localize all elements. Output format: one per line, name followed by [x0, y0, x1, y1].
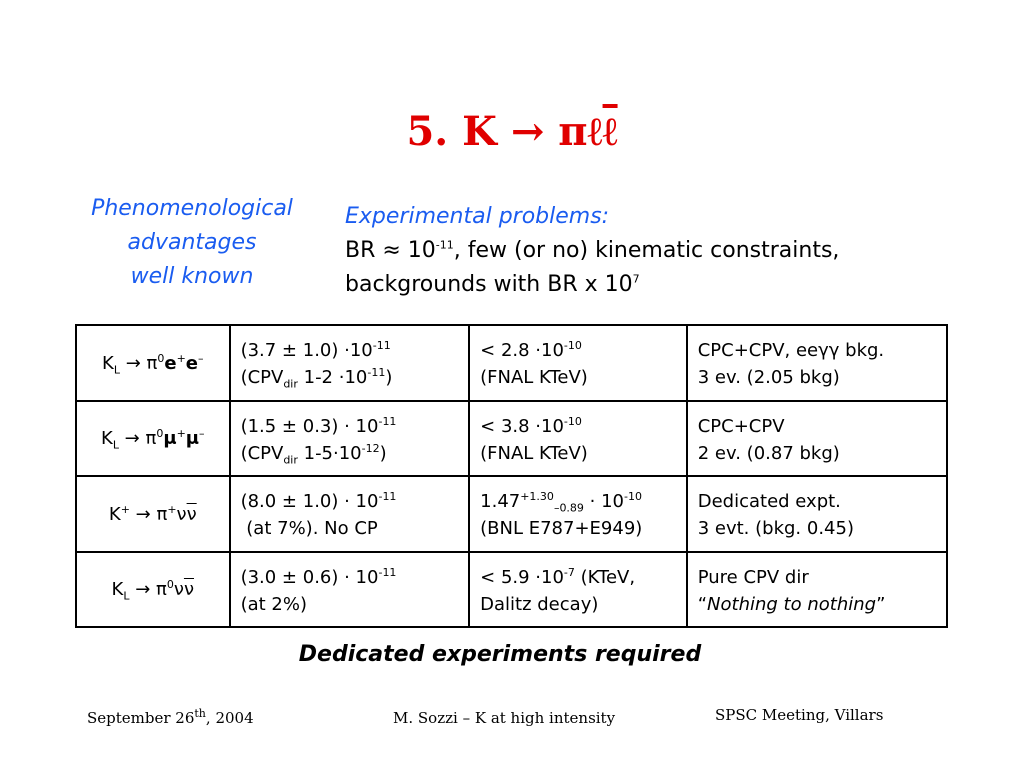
- notes-cell: [687, 401, 947, 476]
- theory-line: (at 7%). No CP: [240, 518, 378, 539]
- process-lepton: μ: [185, 428, 200, 449]
- exp-backgrounds-text: backgrounds with BR x 10: [345, 272, 633, 297]
- notes-line: 3 evt. (bkg. 0.45): [697, 518, 854, 539]
- limit-text: < 2.8 ·10: [480, 340, 564, 361]
- limit-text: < 3.8 ·10: [480, 416, 564, 437]
- notes-line: 3 ev. (2.05 bkg): [697, 367, 840, 388]
- process-sup: 0: [157, 351, 165, 365]
- exp-backgrounds-exponent: 7: [632, 272, 640, 286]
- theory-exp: -11: [372, 339, 391, 352]
- theory-cell: [230, 552, 470, 627]
- experimental-line-2: [345, 268, 839, 302]
- theory-exp: -11: [378, 490, 397, 503]
- process-cell: [76, 401, 230, 476]
- notes-line: [698, 591, 936, 618]
- process-sup: –: [199, 427, 205, 440]
- process-sup: 0: [156, 427, 164, 440]
- process-cell: [76, 552, 230, 627]
- process-antineutrino: $\overline{\nu}$: [186, 503, 197, 525]
- process-sup: 0: [166, 578, 174, 591]
- limit-cell: [469, 401, 687, 476]
- phenomenological-note: [68, 192, 316, 294]
- process-part: K: [108, 503, 121, 525]
- exp-br-text: BR ≈ 10: [345, 238, 436, 263]
- theory-text: (3.0 ± 0.6) · 10: [240, 567, 379, 588]
- limit-line: [480, 413, 676, 440]
- quote-open: “: [697, 594, 708, 615]
- footer-date-year: , 2004: [205, 709, 254, 727]
- title-text: K → πℓ: [462, 108, 603, 155]
- theory-text: (8.0 ± 1.0) · 10: [240, 491, 379, 512]
- theory-line: (at 2%): [240, 594, 307, 615]
- process-antineutrino: $\overline{\nu}$: [183, 579, 194, 600]
- process-lepton: e: [164, 352, 177, 374]
- limit-line: Dalitz decay): [480, 594, 599, 615]
- theory-text: (1.5 ± 0.3) · 10: [240, 416, 379, 437]
- process-sup: +: [176, 351, 186, 365]
- notes-line: 2 ev. (0.87 bkg): [697, 443, 840, 464]
- notes-line: Dedicated expt.: [697, 491, 841, 512]
- limit-exp: -7: [563, 566, 575, 579]
- quote-close: ”: [876, 594, 886, 615]
- notes-cell: [687, 476, 947, 552]
- theory-line: [241, 364, 459, 391]
- experimental-line-1: [345, 234, 839, 268]
- theory-exp: -12: [361, 442, 380, 455]
- process-part: K: [111, 579, 124, 600]
- theory-line: [241, 337, 459, 364]
- theory-cell: [230, 401, 470, 476]
- limit-cell: [469, 476, 687, 552]
- pheno-line-3: well known: [130, 264, 254, 289]
- theory-cell: [230, 325, 470, 401]
- experimental-heading: Experimental problems:: [345, 204, 610, 229]
- limit-text: · 10: [583, 491, 625, 512]
- theory-text: (CPV: [240, 367, 284, 388]
- process-lepton: μ: [163, 428, 177, 449]
- decay-table: [75, 324, 948, 628]
- process-part: K: [102, 352, 114, 374]
- footer-author: M. Sozzi – K at high intensity: [393, 709, 616, 727]
- limit-line: [480, 337, 676, 364]
- theory-cell: [230, 476, 470, 552]
- process-part: → π: [129, 579, 167, 600]
- theory-sub: dir: [283, 453, 298, 467]
- limit-cell: [469, 325, 687, 401]
- process-sub: L: [113, 363, 120, 377]
- notes-italic: Nothing to nothing: [707, 594, 877, 615]
- process-part: → π: [129, 503, 168, 525]
- process-sup: +: [167, 502, 177, 516]
- footer-date-sup: th: [194, 707, 206, 720]
- theory-text: 1-2 ·10: [297, 367, 368, 388]
- process-part: K: [101, 428, 113, 449]
- limit-line: [480, 488, 676, 515]
- process-sup: –: [198, 351, 204, 365]
- limit-text: 1.47: [480, 491, 521, 512]
- notes-line: Pure CPV dir: [697, 567, 809, 588]
- process-cell: [76, 476, 230, 552]
- theory-text: ): [385, 367, 393, 388]
- limit-exp: -10: [563, 415, 582, 428]
- process-sub: L: [123, 589, 130, 603]
- limit-cell: [469, 552, 687, 627]
- notes-cell: [687, 325, 947, 401]
- notes-line: CPC+CPV: [697, 416, 785, 437]
- slide-title: [0, 108, 1024, 155]
- theory-line: [241, 488, 459, 515]
- theory-exp: -11: [367, 366, 386, 379]
- footer-date: [87, 709, 254, 727]
- limit-line: (FNAL KTeV): [480, 443, 588, 464]
- experimental-problems: [345, 200, 839, 302]
- limit-text: < 5.9 ·10: [480, 567, 564, 588]
- process-lepton: e: [185, 352, 199, 374]
- limit-line: (BNL E787+E949): [480, 518, 643, 539]
- process-neutrino: ν: [176, 503, 187, 525]
- process-sup: +: [176, 427, 186, 440]
- theory-sub: dir: [283, 377, 298, 391]
- pheno-line-1: Phenomenological: [91, 196, 293, 221]
- process-sup: +: [120, 502, 130, 516]
- table-row: [76, 552, 947, 627]
- title-bar-letter: ℓ: [602, 108, 618, 155]
- limit-line: [480, 564, 676, 591]
- process-neutrino: ν: [173, 579, 184, 600]
- limit-line: (FNAL KTeV): [480, 367, 588, 388]
- theory-exp: -11: [378, 566, 397, 579]
- notes-line: CPC+CPV, eeγγ bkg.: [697, 340, 885, 361]
- limit-exp: -10: [624, 490, 642, 503]
- process-sub: L: [112, 438, 119, 452]
- theory-text: (CPV: [240, 443, 284, 464]
- process-cell: [76, 325, 230, 401]
- exp-constraints-text: , few (or no) kinematic constraints,: [453, 238, 840, 263]
- table-row: [76, 476, 947, 552]
- notes-cell: [687, 552, 947, 627]
- pheno-line-2: advantages: [127, 230, 257, 255]
- theory-line: [241, 440, 459, 467]
- theory-text: 1-5·10: [297, 443, 362, 464]
- table-row: [76, 401, 947, 476]
- theory-exp: -11: [378, 415, 397, 428]
- exp-br-exponent: -11: [435, 238, 454, 252]
- theory-line: [241, 413, 459, 440]
- conclusion: Dedicated experiments required: [298, 642, 702, 667]
- process-part: → π: [119, 352, 158, 374]
- process-part: → π: [118, 428, 157, 449]
- theory-line: [241, 564, 459, 591]
- footer-date-text: September 26: [87, 709, 195, 727]
- limit-sub: –0.89: [553, 501, 584, 515]
- limit-exp: +1.30: [520, 490, 554, 503]
- table-row: [76, 325, 947, 401]
- limit-exp: -10: [563, 339, 582, 352]
- limit-text: (KTeV,: [574, 567, 636, 588]
- footer-meeting: SPSC Meeting, Villars: [715, 706, 884, 724]
- theory-text: (3.7 ± 1.0) ·10: [240, 340, 373, 361]
- title-number: 5.: [406, 108, 449, 155]
- theory-text: ): [379, 443, 387, 464]
